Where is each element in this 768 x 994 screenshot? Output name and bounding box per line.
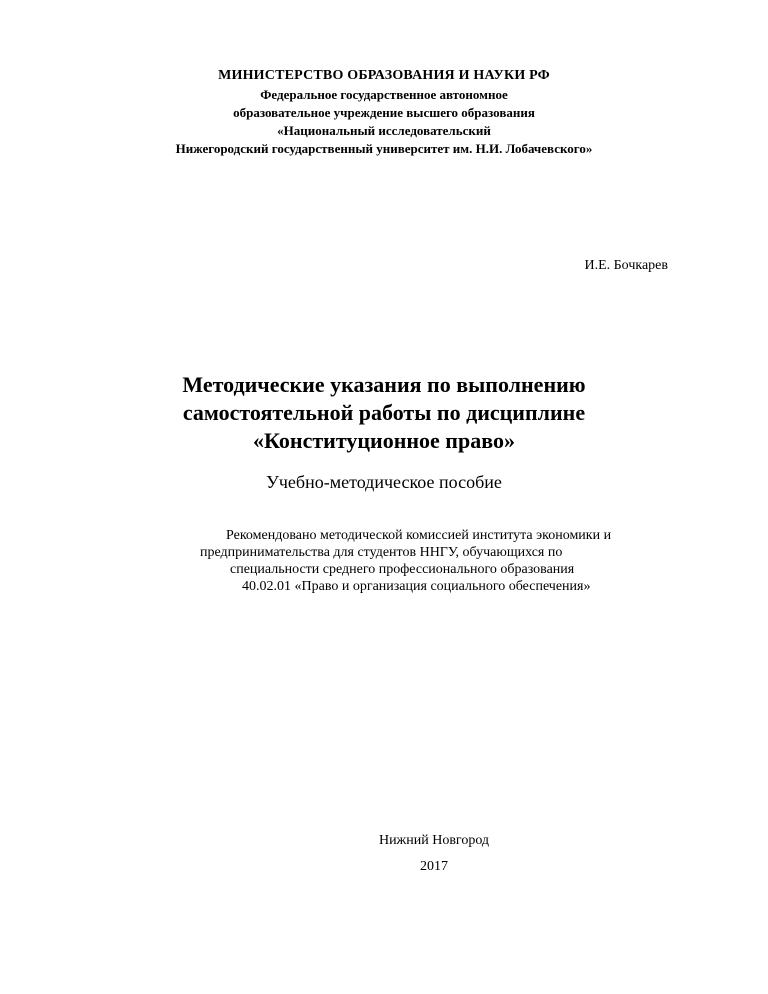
recommendation-line: 40.02.01 «Право и организация социального обеспечения» bbox=[242, 579, 591, 594]
ministry-name: МИНИСТЕРСТВО ОБРАЗОВАНИЯ И НАУКИ РФ bbox=[218, 68, 550, 83]
document-title bbox=[0, 371, 768, 455]
recommendation-line: специальности среднего профессионального образования bbox=[230, 562, 575, 577]
document-subtitle: Учебно-методическое пособие bbox=[266, 472, 502, 492]
recommendation-block bbox=[200, 527, 680, 595]
institution-line: Федеральное государственное автономное bbox=[260, 87, 508, 102]
publication-city: Нижний Новгород bbox=[378, 833, 490, 848]
title-line: «Конституционное право» bbox=[253, 428, 515, 453]
institution-line: Нижегородский государственный университет им. Н.И. Лобачевского» bbox=[175, 141, 593, 156]
institution-header bbox=[0, 66, 768, 158]
institution-line: образовательное учреждение высшего образования bbox=[233, 105, 535, 120]
recommendation-line: Рекомендовано методической комиссией института экономики и bbox=[226, 528, 612, 543]
author-name: И.Е. Бочкарев bbox=[584, 258, 668, 273]
title-line: Методические указания по выполнению bbox=[182, 372, 586, 397]
title-line: самостоятельной работы по дисциплине bbox=[182, 400, 586, 425]
publication-year: 2017 bbox=[420, 859, 448, 874]
recommendation-line: предпринимательства для студентов ННГУ, обучающихся по bbox=[200, 545, 563, 560]
institution-line: «Национальный исследовательский bbox=[277, 123, 491, 138]
